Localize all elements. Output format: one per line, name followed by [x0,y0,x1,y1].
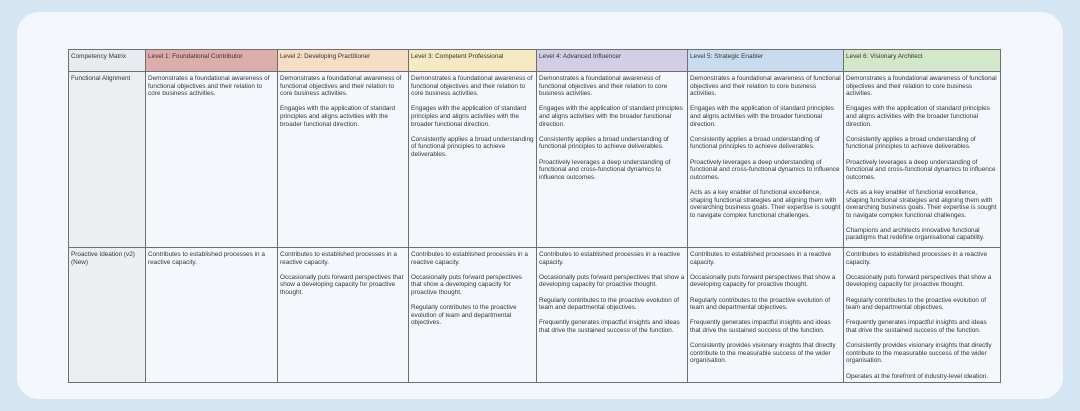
matrix-cell [844,248,1001,383]
level-header: Level 5: Strategic Enabler [688,50,844,72]
matrix-cell [409,248,537,383]
cell-paragraph: Proactively leverages a deep understanding of functional and cross-functional dynamics to influence outcomes. [690,158,840,181]
cell-paragraph: Regularly contributes to the proactive evolution of team and departmental objectives. [690,296,830,312]
cell-paragraph: Engages with the application of standard principles and aligns activities with the broader functional direction. [411,105,527,128]
level-header: Level 4: Advanced Influencer [537,50,688,72]
matrix-cell [278,248,409,383]
cell-paragraph: Consistently provides visionary insights that directly contribute to the measurable success of the wider organisation. [690,342,836,365]
level-header: Level 3: Competent Professional [409,50,537,72]
matrix-cell [537,248,688,383]
cell-paragraph: Contributes to established processes in a reactive capacity. [148,251,265,266]
row-header: Functional Alignment [69,72,146,248]
cell-paragraph: Occasionally puts forward perspectives that show a developing capacity for proactive thought. [690,273,836,289]
cell-paragraph: Proactively leverages a deep understanding of functional and cross-functional dynamics to influence outcomes. [539,158,671,181]
cell-paragraph: Occasionally puts forward perspectives that show a developing capacity for proactive thought. [846,273,992,289]
cell-paragraph: Demonstrates a foundational awareness of functional objectives and their relation to core business activities. [690,75,841,98]
level-header: Level 6: Visionary Architect [844,50,1001,72]
level-header: Level 1: Foundational Contributor [146,50,278,72]
matrix-cell [146,248,278,383]
cell-paragraph: Operates at the forefront of industry-level ideation. [846,372,989,380]
cell-paragraph: Engages with the application of standard principles and aligns activities with the broader functional direction. [690,105,834,128]
cell-paragraph: Engages with the application of standard principles and aligns activities with the broader functional direction. [846,105,990,128]
matrix-cell [278,72,409,248]
cell-paragraph: Frequently generates impactful insights and ideas that drive the sustained success of the function. [846,319,987,334]
header-row [69,50,1001,72]
cell-paragraph: Demonstrates a foundational awareness of functional objectives and their relation to core business activities. [411,75,533,98]
competency-matrix-table [68,49,1001,383]
matrix-cell [844,72,1001,248]
cell-paragraph: Engages with the application of standard principles and aligns activities with the broader functional direction. [539,105,683,128]
cell-paragraph: Contributes to established processes in a reactive capacity. [846,251,988,266]
cell-paragraph: Acts as a key enabler of functional excellence, shaping functional strategies and aligning them with overarching business goals. Their expertise is sought to navigate complex functional challenges. [690,188,841,219]
cell-paragraph: Contributes to established processes in a reactive capacity. [539,251,681,266]
cell-paragraph: Contributes to established processes in a reactive capacity. [411,251,528,266]
cell-paragraph: Consistently applies a broad understanding of functional principles to achieve deliverables. [846,135,976,151]
row-header: Proactive Ideation (v2) (New) [69,248,146,383]
table-row [69,72,1001,248]
matrix-cell [409,72,537,248]
matrix-cell [688,72,844,248]
matrix-cell [146,72,278,248]
cell-paragraph: Demonstrates a foundational awareness of functional objectives and their relation to core business activities. [846,75,997,98]
cell-paragraph: Engages with the application of standard principles and aligns activities with the broader functional direction. [280,105,396,128]
cell-paragraph: Demonstrates a foundational awareness of functional objectives and their relation to core business activities. [148,75,270,98]
table-row [69,248,1001,383]
cell-paragraph: Consistently applies a broad understanding of functional principles to achieve deliverables. [539,135,669,151]
cell-paragraph: Demonstrates a foundational awareness of functional objectives and their relation to core business activities. [539,75,668,98]
matrix-cell [537,72,688,248]
cell-paragraph: Occasionally puts forward perspectives that show a developing capacity for proactive thought. [411,273,522,296]
cell-paragraph: Acts as a key enabler of functional excellence, shaping functional strategies and aligning them with overarching business goals. Their expertise is sought to navigate complex functional challenges. [846,188,997,219]
cell-paragraph: Frequently generates impactful insights and ideas that drive the sustained success of the function. [539,319,680,334]
cell-paragraph: Contributes to established processes in a reactive capacity. [690,251,832,266]
cell-paragraph: Champions and architects innovative functional paradigms that redefine organisational capability. [846,226,985,242]
cell-paragraph: Consistently provides visionary insights that directly contribute to the measurable success of the wider organisation. [846,342,992,365]
level-header: Level 2: Developing Practitioner [278,50,409,72]
cell-paragraph: Proactively leverages a deep understanding of functional and cross-functional dynamics to influence outcomes. [846,158,996,181]
cell-paragraph: Consistently applies a broad understanding of functional principles to achieve deliverables. [411,135,534,158]
cell-paragraph: Occasionally puts forward perspectives that show a developing capacity for proactive thought. [280,273,404,296]
corner-header: Competency Matrix [69,50,146,72]
cell-paragraph: Contributes to established processes in a reactive capacity. [280,251,397,266]
cell-paragraph: Occasionally puts forward perspectives that show a developing capacity for proactive thought. [539,273,685,289]
cell-paragraph: Frequently generates impactful insights and ideas that drive the sustained success of the function. [690,319,831,334]
matrix-cell [688,248,844,383]
cell-paragraph: Regularly contributes to the proactive evolution of team and departmental objectives. [411,304,517,327]
cell-paragraph: Demonstrates a foundational awareness of functional objectives and their relation to core business activities. [280,75,402,98]
cell-paragraph: Regularly contributes to the proactive evolution of team and departmental objectives. [539,296,679,312]
cell-paragraph: Consistently applies a broad understanding of functional principles to achieve deliverables. [690,135,820,151]
cell-paragraph: Regularly contributes to the proactive evolution of team and departmental objectives. [846,296,986,312]
